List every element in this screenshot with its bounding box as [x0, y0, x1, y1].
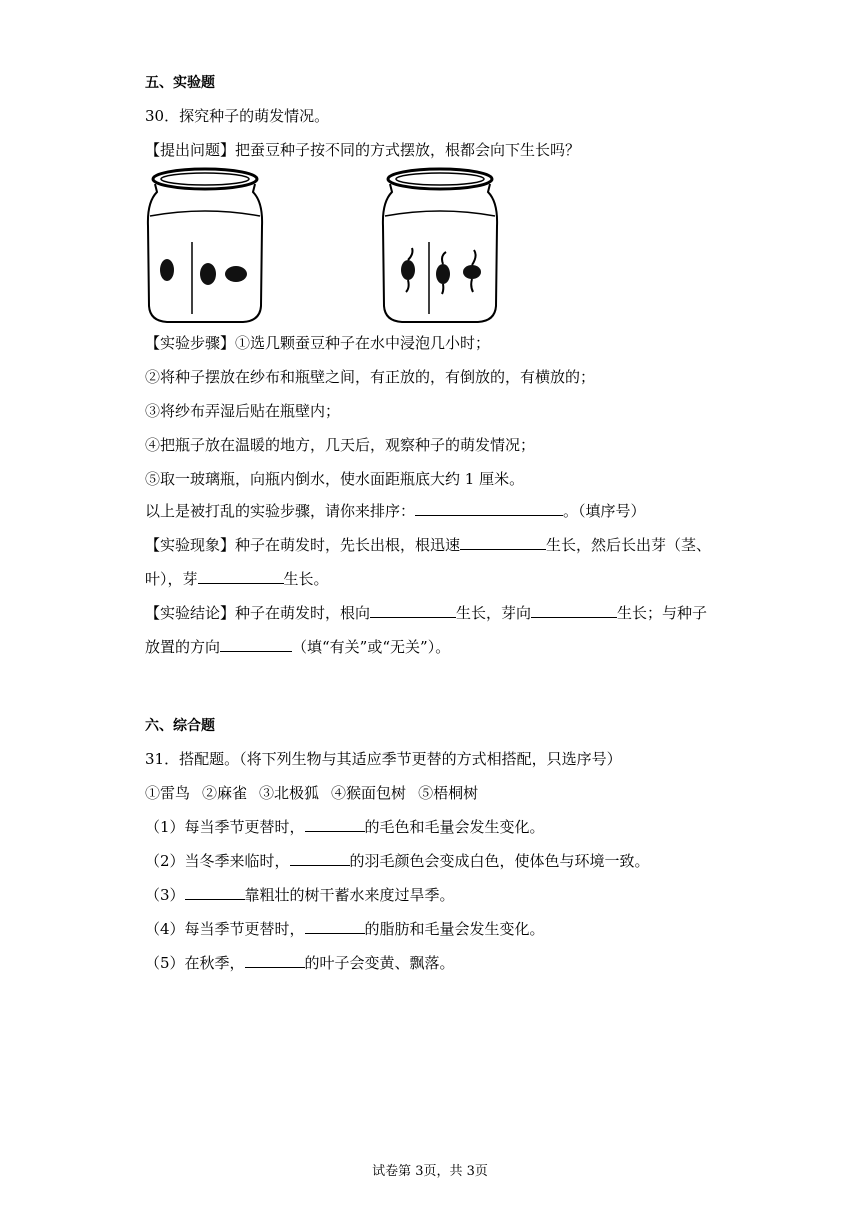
match-item-1: （1）每当季节更替时， 的毛色和毛量会发生变化。 [145, 818, 545, 836]
answer-blank[interactable] [185, 885, 245, 900]
option-item: ②麻雀 [202, 784, 248, 802]
research-question: 【提出问题】把蚕豆种子按不同的方式摆放，根都会向下生长吗？ [145, 141, 581, 159]
match-item-2: （2）当冬季来临时， 的羽毛颜色会变成白色，使体色与环境一致。 [145, 852, 650, 870]
answer-blank[interactable] [220, 637, 292, 652]
page-footer: 试卷第 3页，共 3页 [372, 1164, 488, 1179]
jar-figure-before [145, 166, 265, 326]
option-item: ①雷鸟 [145, 784, 191, 802]
conclusion-line-2: 放置的方向 （填“有关”或“无关”）。 [145, 638, 451, 656]
step-4: ④把瓶子放在温暖的地方，几天后，观察种子的萌发情况； [145, 436, 536, 454]
answer-blank[interactable] [415, 501, 563, 516]
answer-blank[interactable] [531, 603, 617, 618]
step-1: 【实验步骤】①选几颗蚕豆种子在水中浸泡几小时； [145, 334, 491, 352]
step-2: ②将种子摆放在纱布和瓶壁之间，有正放的，有倒放的，有横放的； [145, 368, 596, 386]
match-item-4: （4）每当季节更替时， 的脂肪和毛量会发生变化。 [145, 920, 545, 938]
option-item: ③北极狐 [259, 784, 320, 802]
answer-blank[interactable] [305, 919, 365, 934]
answer-blank[interactable] [290, 851, 350, 866]
match-item-5: （5）在秋季， 的叶子会变黄、飘落。 [145, 954, 455, 972]
answer-blank[interactable] [305, 817, 365, 832]
answer-blank[interactable] [198, 569, 284, 584]
question-31-title: 31．搭配题。（将下列生物与其适应季节更替的方式相搭配，只选序号） [145, 750, 622, 768]
conclusion-line-1: 【实验结论】种子在萌发时，根向 生长，芽向 生长；与种子 [145, 604, 708, 622]
answer-blank[interactable] [460, 535, 546, 550]
step-3: ③将纱布弄湿后贴在瓶壁内； [145, 402, 341, 420]
question-30-title: 30．探究种子的萌发情况。 [145, 107, 330, 125]
option-item: ⑤梧桐树 [418, 784, 479, 802]
phenomenon-line-2: 叶），芽 生长。 [145, 570, 329, 588]
option-item: ④猴面包树 [331, 784, 407, 802]
answer-blank[interactable] [245, 953, 305, 968]
section-5-title: 五、实验题 [145, 75, 215, 91]
section-6-title: 六、综合题 [145, 718, 215, 734]
phenomenon-line-1: 【实验现象】种子在萌发时，先长出根，根迅速 生长，然后长出芽（茎、 [145, 536, 712, 554]
answer-blank[interactable] [370, 603, 456, 618]
sort-question: 以上是被打乱的实验步骤，请你来排序： 。（填序号） [145, 502, 646, 520]
match-item-3: （3） 靠粗壮的树干蓄水来度过旱季。 [145, 886, 455, 904]
jar-figure-after [380, 166, 500, 326]
step-5: ⑤取一玻璃瓶，向瓶内倒水，使水面距瓶底大约 1 厘米。 [145, 470, 525, 488]
options-list [145, 783, 490, 803]
